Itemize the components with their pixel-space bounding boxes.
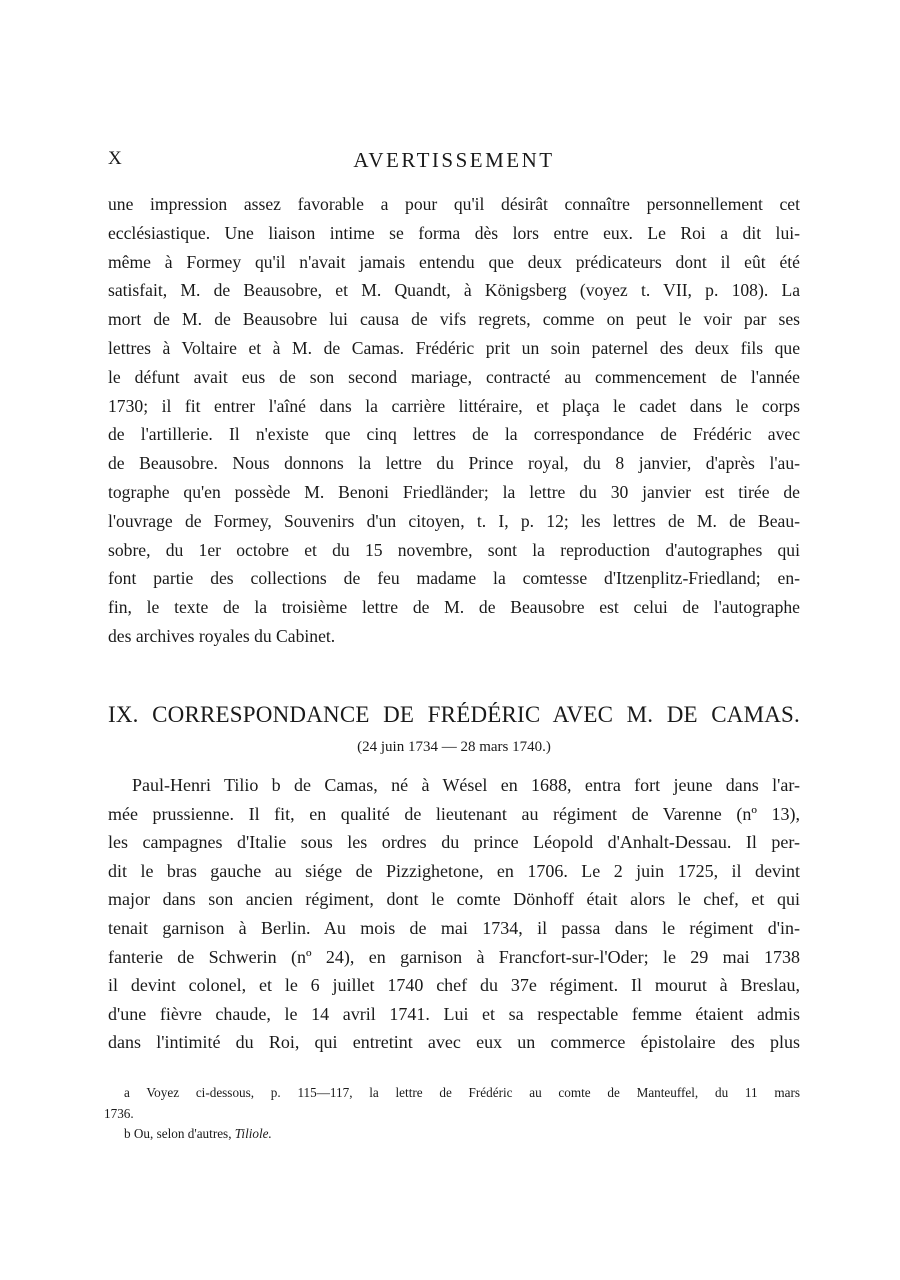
text-line: dans l'intimité du Roi, qui entretint avec eux un commerce épistolaire des plus <box>108 1032 800 1053</box>
text-line: l'ouvrage de Formey, Souvenirs d'un citoyen, t. I, p. 12; les lettres de M. de Beau- <box>108 510 800 531</box>
running-head <box>108 148 800 178</box>
footnote-b <box>104 1124 800 1145</box>
footnote-b-text: b Ou, selon d'autres, <box>124 1126 232 1141</box>
footnote-a-continuation: 1736. <box>104 1105 134 1121</box>
footnote-a: a Voyez ci-dessous, p. 115—117, la lettre de Frédéric au comte de Manteuffel, du 11 mars <box>124 1085 800 1100</box>
text-line: des archives royales du Cabinet. <box>108 625 336 646</box>
text-line: mée prussienne. Il fit, en qualité de lieutenant au régiment de Varenne (nº 13), <box>108 803 800 824</box>
text-line: de l'artillerie. Il n'existe que cinq lettres de la correspondance de Frédéric avec <box>108 424 800 445</box>
text-line: fin, le texte de la troisième lettre de M. de Beausobre est celui de l'autographe <box>108 597 800 618</box>
text-line: tographe qu'en possède M. Benoni Friedländer; la lettre du 30 janvier est tirée de <box>108 481 800 502</box>
text-line: sobre, du 1er octobre et du 15 novembre, sont la reproduction d'autographes qui <box>108 539 800 560</box>
text-line: le défunt avait eus de son second mariage, contracté au commencement de l'année <box>108 366 800 387</box>
section-dates: (24 juin 1734 — 28 mars 1740.) <box>357 739 551 755</box>
text-line: une impression assez favorable a pour qu'il désirât connaître personnellement cet <box>108 194 800 214</box>
text-line: satisfait, M. de Beausobre, et M. Quandt, à Königsberg (voyez t. VII, p. 108). La <box>108 280 800 301</box>
footnote-b-italic: Tiliole. <box>234 1126 272 1141</box>
text-line: de Beausobre. Nous donnons la lettre du Prince royal, du 8 janvier, d'après l'au- <box>108 453 800 474</box>
text-line: d'une fièvre chaude, le 14 avril 1741. Lui et sa respectable femme étaient admis <box>108 1003 800 1024</box>
text-line: les campagnes d'Italie sous les ordres du prince Léopold d'Anhalt-Dessau. Il per- <box>108 832 800 853</box>
page-folio: X <box>108 148 123 169</box>
text-line: ecclésiastique. Une liaison intime se forma dès lors entre eux. Le Roi a dit lui- <box>108 222 800 243</box>
section-heading: IX. CORRESPONDANCE DE FRÉDÉRIC AVEC M. DE CAMAS. <box>108 702 800 727</box>
text-line: tenait garnison à Berlin. Au mois de mai 1734, il passa dans le régiment d'in- <box>108 917 800 938</box>
text-line: font partie des collections de feu madame la comtesse d'Itzenplitz-Friedland; en- <box>108 568 800 589</box>
text-line: Paul-Henri Tilio b de Camas, né à Wésel en 1688, entra fort jeune dans l'ar- <box>132 775 800 795</box>
text-line: dit le bras gauche au siége de Pizzighetone, en 1706. Le 2 juin 1725, il devint <box>108 860 800 881</box>
text-line: fanterie de Schwerin (nº 24), en garnison à Francfort-sur-l'Oder; le 29 mai 1738 <box>108 946 800 967</box>
text-line: 1730; il fit entrer l'aîné dans la carrière littéraire, et plaça le cadet dans le corps <box>108 395 800 416</box>
text-line: major dans son ancien régiment, dont le comte Dönhoff était alors le chef, et qui <box>108 889 800 910</box>
footnotes <box>104 1083 800 1145</box>
section-paragraph <box>108 771 800 1057</box>
text-line: il devint colonel, et le 6 juillet 1740 chef du 37e régiment. Il mourut à Breslau, <box>108 975 800 996</box>
text-line: mort de M. de Beausobre lui causa de vifs regrets, comme on peut le voir par ses <box>108 309 800 330</box>
running-title: AVERTISSEMENT <box>353 148 555 172</box>
intro-paragraph <box>108 190 800 651</box>
text-line: lettres à Voltaire et à M. de Camas. Frédéric prit un soin paternel des deux fils que <box>108 337 800 358</box>
text-line: même à Formey qu'il n'avait jamais entendu que deux prédicateurs dont il eût été <box>108 251 800 272</box>
